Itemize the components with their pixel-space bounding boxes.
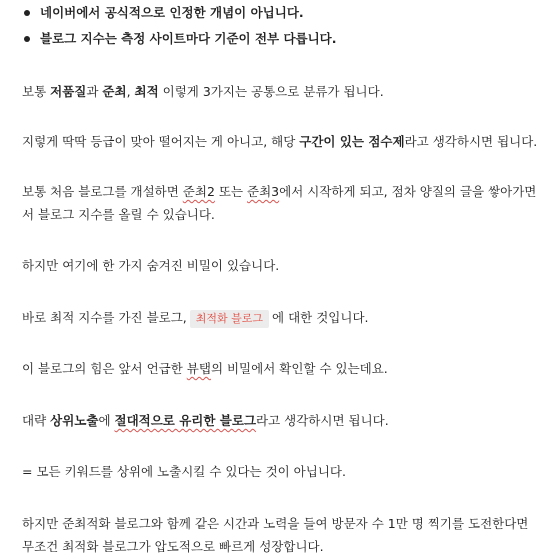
paragraph-view-tab [22,357,542,380]
bold-semi-optimal: 준최 [102,84,127,99]
bold-optimal: 최적 [134,84,159,99]
text: 또는 [214,184,248,199]
paragraph-growth: 하지만 준최적화 블로그와 함께 같은 시간과 노력을 들여 방문자 수 1만 명 찍기를 도전한다면 무조건 최적화 블로그가 압도적으로 빠르게 성장합니다. [22,516,529,554]
text: 이 블로그의 힘은 앞서 언급한 [22,361,187,376]
paragraph-start-level [22,180,542,226]
highlight-tag: 최적화 블로그 [190,310,269,328]
paragraph-score-system [22,130,542,153]
spell-underline: 뷰탭 [186,361,211,376]
text: 과 [86,84,103,99]
bold-low-quality: 저품질 [50,84,87,99]
text: 라고 생각하시면 됩니다. [256,413,389,428]
bullet-dot-icon [24,10,30,16]
bullet-list [22,6,337,58]
text: 보통 처음 블로그를 개설하면 [22,184,183,199]
paragraph-note: = 모든 키워드를 상위에 노출시킬 수 있다는 것이 아닙니다. [22,464,346,479]
text: 지렇게 딱딱 등급이 맞아 떨어지는 게 아니고, 해당 [22,134,300,149]
text: 대략 [22,413,51,428]
bullet-dot-icon [24,36,30,42]
bullet-item [22,32,337,58]
bold-range: 구간이 있는 [299,134,369,149]
bullet-text: 블로그 지수는 측정 사이트마다 기준이 전부 다릅니다. [40,31,337,46]
bold-advantage: 절대적으로 유리한 블로그 [114,413,257,428]
bold-score: 점수제 [368,134,405,149]
text: 보통 [22,84,51,99]
paragraph-optimal-blog [22,306,542,329]
bullet-item [22,6,337,32]
text: 에서 시작하게 되고, 점차 양질의 글을 쌓아가면서 블로그 지수를 올릴 수 있습니다. [22,184,537,222]
bold-top-exposure: 상위노출 [50,413,99,428]
text: 이렇게 3가지는 공통으로 분류가 됩니다. [158,84,384,99]
text: 라고 생각하시면 됩니다. [404,134,538,149]
text: 에 [98,413,115,428]
text: 의 비밀에서 확인할 수 있는데요. [210,361,388,376]
text: 에 대한 것입니다. [272,310,369,325]
spell-underline: 준최3 [247,184,280,199]
text: 바로 최적 지수를 가진 블로그, [22,310,187,325]
paragraph-top-exposure [22,409,542,432]
paragraph-secret: 하지만 여기에 한 가지 숨겨진 비밀이 있습니다. [22,258,280,273]
bullet-text: 네이버에서 공식적으로 인정한 개념이 아닙니다. [40,5,304,20]
text: , [126,84,135,99]
spell-underline: 준최2 [182,184,215,199]
paragraph-categories [22,80,542,103]
